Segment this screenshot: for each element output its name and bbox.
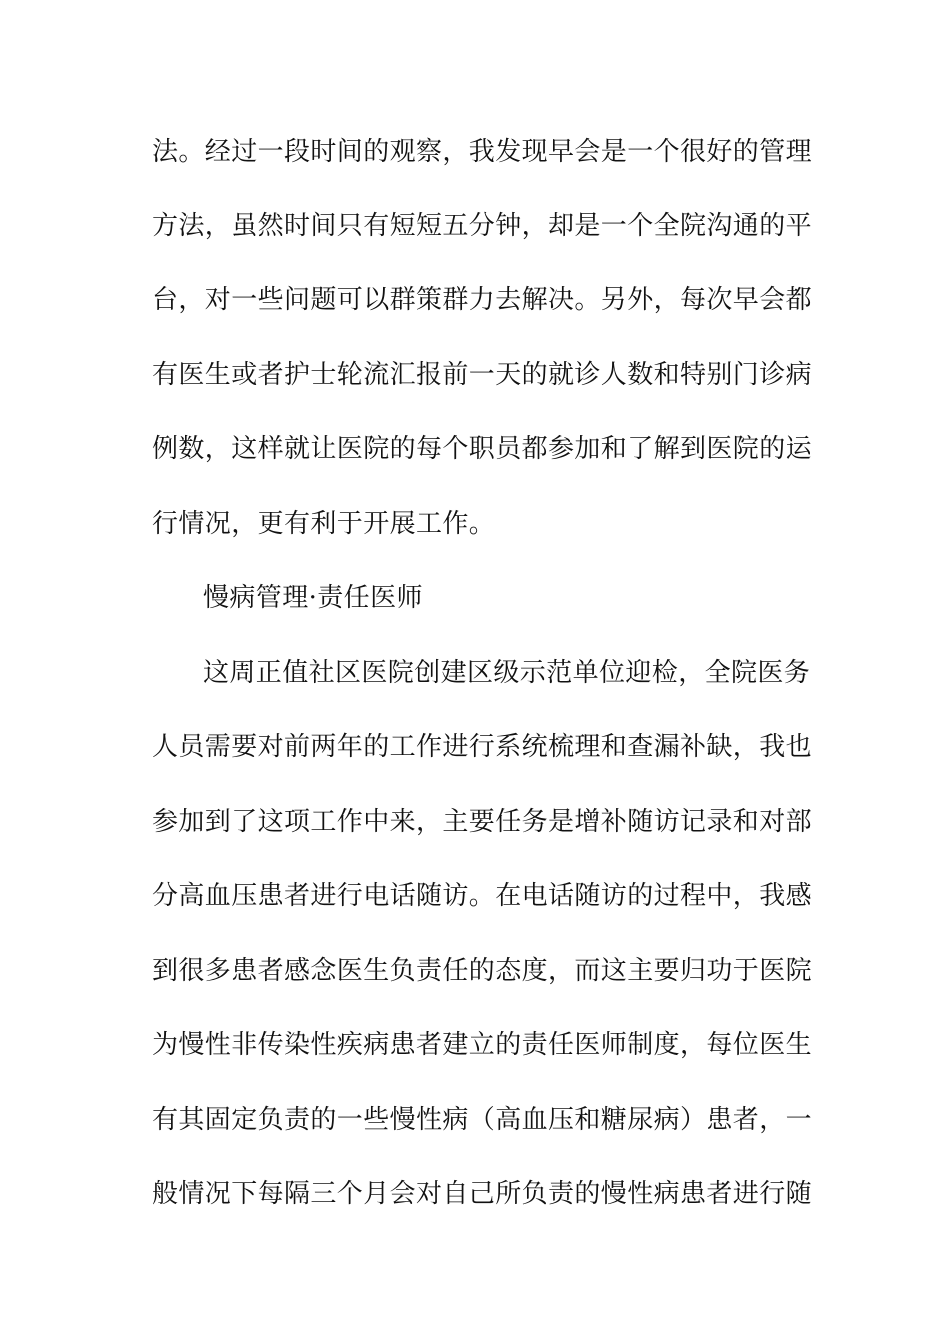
paragraph-line: 分高血压患者进行电话随访。在电话随访的过程中，我感 [152,881,813,911]
paragraph-line: 法。经过一段时间的观察，我发现早会是一个很好的管理 [152,137,813,167]
paragraph-line: 参加到了这项工作中来，主要任务是增补随访记录和对部 [152,807,813,837]
paragraph-line: 有其固定负责的一些慢性病（高血压和糖尿病）患者，一 [152,1105,813,1135]
paragraph-line: 人员需要对前两年的工作进行系统梳理和查漏补缺，我也 [152,732,813,762]
paragraph-line: 行情况，更有利于开展工作。 [152,509,496,539]
paragraph-line: 台，对一些问题可以群策群力去解决。另外，每次早会都 [152,285,813,315]
paragraph-line: 例数，这样就让医院的每个职员都参加和了解到医院的运 [152,434,813,464]
section-heading: 慢病管理·责任医师 [203,583,423,613]
paragraph-line: 有医生或者护士轮流汇报前一天的就诊人数和特别门诊病 [152,360,813,390]
paragraph-line: 到很多患者感念医生负责任的态度，而这主要归功于医院 [152,956,813,986]
paragraph-line: 这周正值社区医院创建区级示范单位迎检，全院医务 [203,658,811,688]
paragraph-line: 般情况下每隔三个月会对自己所负责的慢性病患者进行随 [152,1179,813,1209]
paragraph-line: 方法，虽然时间只有短短五分钟，却是一个全院沟通的平 [152,211,813,241]
paragraph-line: 为慢性非传染性疾病患者建立的责任医师制度，每位医生 [152,1030,813,1060]
